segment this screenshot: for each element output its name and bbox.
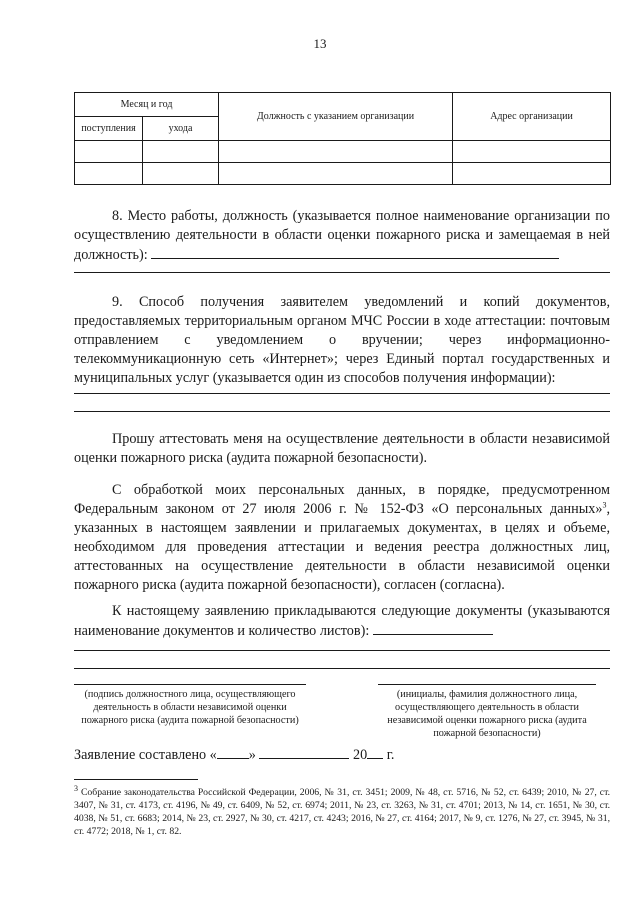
header-month-year: Месяц и год xyxy=(75,93,219,117)
attachments-text: К настоящему заявлению прикладываются следующие документы (указываются наименование документов и количество листов): xyxy=(74,603,610,639)
paragraph-attachments xyxy=(74,602,610,641)
month-field[interactable] xyxy=(259,745,349,759)
name-caption: (инициалы, фамилия должностного лица, осуществляющего деятельность в области независимой оценки пожарного риска (аудита пожарной безопасности) xyxy=(387,689,587,739)
table-row xyxy=(75,141,611,163)
date-quote-close: » xyxy=(248,747,256,763)
notification-blank-line-1[interactable] xyxy=(74,393,610,394)
notification-method-text: 9. Способ получения заявителем уведомлений и копий документов, предоставляемых территориальным органом МЧС России в ходе аттестации: почтовым отправлением с уведомлением о вручении; через информационно-телекоммуникационную сеть «Интернет»; через Единый портал государственных и муниципальных услуг (указывается один из способов получения информации): xyxy=(74,294,610,386)
table-header-row xyxy=(75,93,611,117)
notification-blank-line-2[interactable] xyxy=(74,411,610,412)
workplace-blank-line[interactable] xyxy=(74,272,610,273)
attachments-blank-line-2[interactable] xyxy=(74,668,610,669)
header-start: поступления xyxy=(75,117,143,141)
header-end: ухода xyxy=(143,117,219,141)
table-cell[interactable] xyxy=(75,141,143,163)
table-cell[interactable] xyxy=(143,141,219,163)
workplace-fill-line[interactable] xyxy=(151,245,559,259)
date-suffix: г. xyxy=(386,747,395,763)
employment-history-table xyxy=(74,92,611,185)
footnote-ref: 3 xyxy=(602,500,607,510)
table-cell[interactable] xyxy=(143,163,219,185)
footnote-separator xyxy=(74,779,198,780)
table-cell[interactable] xyxy=(219,163,453,185)
attachments-blank-line-1[interactable] xyxy=(74,650,610,651)
footnote-text: Собрание законодательства Российской Федерации, 2006, № 31, ст. 3451; 2009, № 48, ст. 5716, № 52, ст. 6439; 2010, № 27, ст. 3407, № 31, ст. 4173, ст. 4196, № 49, ст. 6409, № 52, ст. 6974; 2011, № 23, ст. 3263, № 31, ст. 4701; 2013, № 14, ст. 1651, № 30, ст. 4038, № 51, ст. 6683; 2014, № 23, ст. 2927, № 30, ст. 4217, ст. 4243; 2016, № 27, ст. 4164; 2017, № 9, ст. 1276, № 27, ст. 3945, № 31, ст. 4772; 2018, № 1, ст. 82. xyxy=(74,787,610,837)
page-number: 13 xyxy=(313,36,327,51)
paragraph-workplace xyxy=(74,207,610,265)
table-cell[interactable] xyxy=(453,141,611,163)
signature-line[interactable] xyxy=(74,684,306,685)
paragraph-request: Прошу аттестовать меня на осуществление деятельности в области независимой оценки пожарного риска (аудита пожарной безопасности). xyxy=(74,431,610,466)
consent-text-1: С обработкой моих персональных данных, в порядке, предусмотренном Федеральным законом от 27 июля 2006 г. № 152-ФЗ «О персональных данных» xyxy=(74,482,610,517)
name-line[interactable] xyxy=(378,684,596,685)
header-address: Адрес организации xyxy=(453,93,611,141)
application-date-row xyxy=(74,745,394,764)
attachments-fill-line[interactable] xyxy=(373,621,493,635)
header-position: Должность с указанием организации xyxy=(219,93,453,141)
signature-caption: (подпись должностного лица, осуществляющего деятельность в области независимой оценки пожарного риска (аудита пожарной безопасности) xyxy=(81,689,299,726)
day-field[interactable] xyxy=(217,745,249,759)
date-prefix: Заявление составлено « xyxy=(74,747,217,763)
consent-text-2: , указанных в настоящем заявлении и прилагаемых документах, в целях и объеме, необходимом для проведения аттестации и ведения реестра должностных лиц, аттестованных на осуществление деятельности в области независимой оценки пожарного риска (аудита пожарной безопасности), согласен (согласна). xyxy=(74,501,610,593)
paragraph-notification-method xyxy=(74,293,610,388)
paragraph-consent xyxy=(74,481,610,595)
table-cell[interactable] xyxy=(453,163,611,185)
workplace-text: 8. Место работы, должность (указывается полное наименование организации по осуществлению деятельности в области оценки пожарного риска и замещаемая в ней должность): xyxy=(74,208,610,263)
table-cell[interactable] xyxy=(75,163,143,185)
year-prefix: 20 xyxy=(352,747,368,763)
footnote xyxy=(74,783,610,838)
footnote-mark: 3 xyxy=(74,783,78,793)
year-field[interactable] xyxy=(367,745,383,759)
table-row xyxy=(75,163,611,185)
table-cell[interactable] xyxy=(219,141,453,163)
